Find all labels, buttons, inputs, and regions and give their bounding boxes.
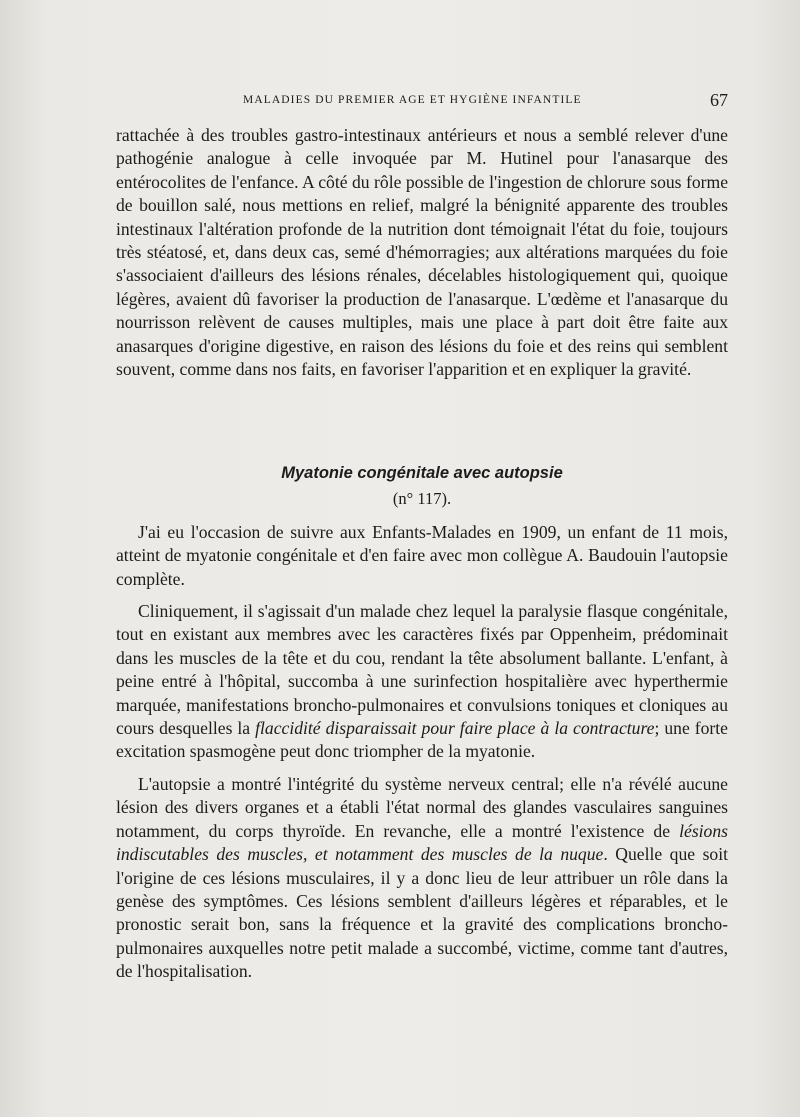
section-number: (n° 117). [392,489,452,508]
paragraph-continuation: rattachée à des troubles gastro-intestinaux antérieurs et nous a semblé relever d'une pathogénie analogue à celle invoquée par M. Hutinel pour l'anasarque des entérocolites de l'enfance. A côté du rôle possible de l'ingestion de chlorure sous forme de bouillon salé, nous mettions en relief, malgré la bénignité apparente des troubles intestinaux l'altération profonde de la nutrition dont témoignait l'état du foie, toujours très stéatosé, et, dans deux cas, semé d'hémorragies; aux altérations marquées du foie s'associaient d'ailleurs des lésions rénales, décelables histologiquement qui, quoique légères, avaient dû favoriser la production de l'anasarque. L'œdème et l'anasarque du nourrisson relèvent de causes multiples, mais une place à part doit être faite aux anasarques d'origine digestive, en raison des lésions du foie et des reins qui semblent souvent, comme dans nos faits, en favoriser l'apparition et en expliquer la gravité. [116,125,728,380]
autopsy-italic-phrase: lésions indiscutables des muscles, et notamment des muscles de la nuque [116,820,728,865]
clinical-text-end: ; une forte excitation spasmogène peut donc triompher de la myatonie. [116,718,728,762]
page-number: 67 [710,90,728,110]
paragraph-autopsy [116,773,728,984]
clinical-text-start: Cliniquement, il s'agissait d'un malade chez lequel la paralysie flasque congénitale, tout en existant aux membres avec les caractères fixés par Oppenheim, prédominait dans les muscles de la tête et du cou, rendant la tête absolument ballante. L'enfant, à peine entré à l'hôpital, succomba à une surinfection hospitalière avec hyperthermie marquée, manifestations broncho-pulmonaires et convulsions toniques et cloniques au cours desquelles la [116,601,728,739]
autopsy-text-start: L'autopsie a montré l'intégrité du système nerveux central; elle n'a révélé aucune lésion des divers organes et a établi l'état normal des glandes vasculaires sanguines notamment, du corps thyroïde. En revanche, elle a montré l'existence de [116,774,728,841]
page-header [243,90,728,118]
autopsy-text-end: . Quelle que soit l'origine de ces lésions musculaires, il y a donc lieu de leur attribuer un rôle dans la genèse des symptômes. Ces lésions semblent d'ailleurs légères et réparables, et le pronostic serait bon, sans la fréquence et la gravité des complications broncho-pulmonaires auxquelles notre petit malade a succombé, victime, comme tant d'autres, de l'hospitalisation. [116,844,728,982]
paragraph-clinical [116,600,728,764]
section-title: Myatonie congénitale avec autopsie [281,464,563,482]
clinical-italic-phrase: flaccidité disparaissait pour faire place à la contracture [255,718,655,739]
paragraph-intro: J'ai eu l'occasion de suivre aux Enfants-Malades en 1909, un enfant de 11 mois, atteint de myatonie congénitale et d'en faire avec mon collègue A. Baudouin l'autopsie complète. [116,522,728,589]
running-title: MALADIES DU PREMIER AGE ET HYGIÈNE INFANTILE [243,94,582,106]
